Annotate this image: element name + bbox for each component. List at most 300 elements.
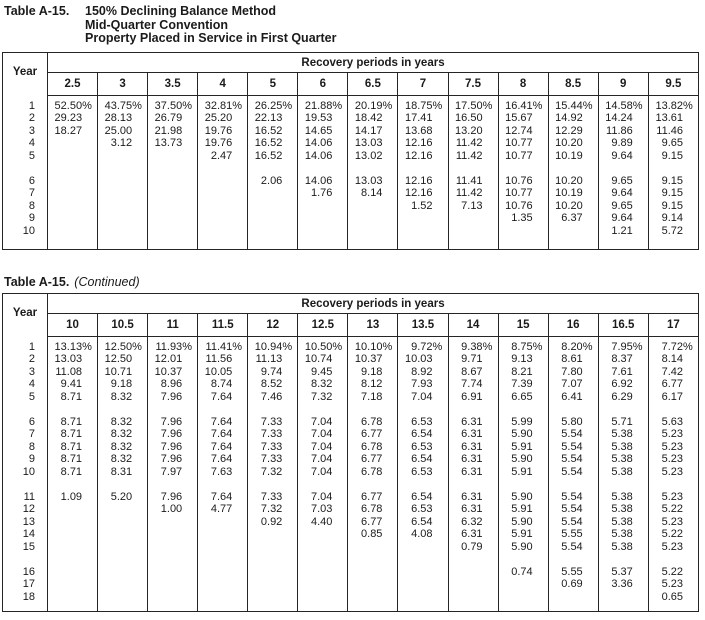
rate-cell: 9.65	[648, 137, 698, 150]
rate-cell	[298, 200, 348, 213]
rate-cell: 7.64	[198, 441, 248, 454]
rate-cell: 11.86	[598, 125, 648, 138]
table-row	[3, 378, 699, 391]
rate-cell: 5.72	[648, 225, 698, 238]
year-cell: 2	[28, 112, 35, 124]
rate-cell	[548, 591, 598, 604]
rate-cell: 3.36	[598, 578, 648, 591]
rate-cell: 14.06	[298, 137, 348, 150]
rate-cell: 14.17	[348, 125, 398, 138]
rate-cell: 10.19	[548, 187, 598, 200]
rate-cell: 9.15	[648, 175, 698, 188]
rate-cell	[198, 578, 248, 591]
rate-cell: 5.55	[548, 528, 598, 541]
rate-cell: 6.31	[448, 428, 498, 441]
rate-cell	[48, 212, 98, 225]
rate-cell: 8.52	[248, 378, 298, 391]
rate-cell	[48, 578, 98, 591]
rate-cell: 19.76	[198, 125, 248, 138]
rate-cell: 6.54	[398, 516, 448, 529]
rate-cell: 5.38	[598, 466, 648, 479]
rate-cell: 7.63	[198, 466, 248, 479]
rate-cell: 0.69	[548, 578, 598, 591]
padding-row	[3, 603, 699, 611]
rate-cell: 7.04	[298, 453, 348, 466]
rate-cell	[398, 541, 448, 554]
rate-cell	[148, 541, 198, 554]
rate-cell: 5.38	[598, 541, 648, 554]
year-cell: 13	[22, 515, 35, 528]
rate-cell: 26.79	[148, 112, 198, 125]
rate-cell	[148, 212, 198, 225]
rate-cell: 19.53	[298, 112, 348, 125]
rate-cell-percent: 8.75%	[498, 341, 548, 354]
rate-cell	[98, 200, 148, 213]
recovery-period-column-header: 13.5	[398, 314, 448, 337]
rate-cell: 0.74	[498, 566, 548, 579]
rate-cell: 16.52	[248, 150, 298, 163]
rate-cell: 7.18	[348, 391, 398, 404]
recovery-period-column-header: 8	[498, 73, 548, 96]
rate-cell: 5.23	[648, 516, 698, 529]
rate-cell	[298, 578, 348, 591]
rate-cell: 1.21	[598, 225, 648, 238]
rate-cell: 8.61	[548, 353, 598, 366]
recovery-period-column-header: 9.5	[648, 73, 698, 96]
rate-cell	[548, 225, 598, 238]
rate-cell	[148, 200, 198, 213]
rate-cell	[248, 225, 298, 238]
rate-cell: 7.33	[248, 441, 298, 454]
rate-cell: 6.54	[398, 453, 448, 466]
rate-cell: 6.41	[548, 391, 598, 404]
table2-continued-label: (Continued)	[74, 275, 140, 289]
rate-cell: 11.46	[648, 125, 698, 138]
rate-cell-percent: 7.72%	[648, 341, 698, 354]
rate-cell: 5.23	[648, 541, 698, 554]
rate-cell: 11.08	[48, 366, 98, 379]
rate-cell: 5.38	[598, 453, 648, 466]
rate-cell	[448, 578, 498, 591]
table-row	[3, 125, 699, 138]
year-cell: 1	[28, 99, 35, 112]
rate-cell-percent: 13.82%	[648, 100, 698, 113]
rate-cell: 5.54	[548, 441, 598, 454]
rate-cell-percent: 43.75%	[98, 100, 148, 113]
year-cell: 6	[28, 415, 35, 428]
rate-cell	[398, 212, 448, 225]
recovery-period-column-header: 10	[48, 314, 98, 337]
depreciation-table-continued	[2, 293, 699, 612]
rate-cell	[98, 225, 148, 238]
rate-cell: 0.65	[648, 591, 698, 604]
rate-cell	[498, 578, 548, 591]
rate-cell: 5.55	[548, 566, 598, 579]
rate-cell: 6.53	[398, 441, 448, 454]
rate-cell: 7.64	[198, 453, 248, 466]
rate-cell: 14.92	[548, 112, 598, 125]
rate-cell: 12.16	[398, 175, 448, 188]
year-cell: 3	[28, 124, 35, 137]
table-row	[3, 516, 699, 529]
rate-cell: 9.71	[448, 353, 498, 366]
rate-cell: 0.79	[448, 541, 498, 554]
rate-cell: 10.77	[498, 137, 548, 150]
rate-cell	[448, 566, 498, 579]
rate-cell: 5.23	[648, 428, 698, 441]
rate-cell: 1.35	[498, 212, 548, 225]
rate-cell: 6.77	[348, 491, 398, 504]
rate-cell-percent: 21.88%	[298, 100, 348, 113]
year-cell: 12	[22, 503, 35, 515]
table2-title-block	[4, 275, 140, 289]
rate-cell: 10.77	[498, 187, 548, 200]
year-cell: 1	[28, 340, 35, 353]
rate-cell: 5.38	[598, 441, 648, 454]
rate-cell: 18.27	[48, 125, 98, 138]
rate-cell: 6.31	[448, 441, 498, 454]
year-cell: 9	[28, 212, 35, 224]
rate-cell-percent: 18.75%	[398, 100, 448, 113]
rate-cell	[348, 566, 398, 579]
table-row	[3, 353, 699, 366]
rate-cell	[198, 566, 248, 579]
rate-cell: 7.96	[148, 441, 198, 454]
table-row	[3, 175, 699, 188]
rate-cell: 16.52	[248, 137, 298, 150]
year-cell: 16	[22, 565, 35, 578]
rate-cell	[98, 528, 148, 541]
rate-cell-percent: 32.81%	[198, 100, 248, 113]
rate-cell: 13.68	[398, 125, 448, 138]
rate-cell	[148, 591, 198, 604]
rate-cell: 7.96	[148, 453, 198, 466]
table-row	[3, 453, 699, 466]
rate-cell: 8.71	[48, 416, 98, 429]
rate-cell	[148, 516, 198, 529]
rate-cell: 16.50	[448, 112, 498, 125]
rate-cell-percent: 8.20%	[548, 341, 598, 354]
year-cell: 17	[22, 578, 35, 590]
rate-cell: 9.89	[598, 137, 648, 150]
rate-cell: 7.64	[198, 416, 248, 429]
rate-cell: 7.07	[548, 378, 598, 391]
rate-cell: 7.32	[298, 391, 348, 404]
rate-cell: 5.71	[598, 416, 648, 429]
table1-title-line-3: Property Placed in Service in First Quarter	[85, 31, 337, 45]
rate-cell	[148, 175, 198, 188]
rate-cell: 6.77	[648, 378, 698, 391]
rate-cell: 5.54	[548, 516, 598, 529]
recovery-period-column-header: 7.5	[448, 73, 498, 96]
year-cell: 15	[22, 540, 35, 553]
table-row	[3, 503, 699, 516]
rate-cell: 14.65	[298, 125, 348, 138]
year-cell: 8	[28, 440, 35, 453]
table-row	[3, 137, 699, 150]
rate-cell: 6.92	[598, 378, 648, 391]
rate-cell	[298, 528, 348, 541]
rate-cell: 7.32	[248, 466, 298, 479]
rate-cell: 7.64	[198, 391, 248, 404]
recovery-period-column-header: 8.5	[548, 73, 598, 96]
rate-cell	[198, 225, 248, 238]
rate-cell	[348, 225, 398, 238]
rate-cell: 9.74	[248, 366, 298, 379]
rate-cell: 6.29	[598, 391, 648, 404]
rate-cell	[198, 528, 248, 541]
rate-cell	[48, 591, 98, 604]
rate-cell: 7.32	[248, 503, 298, 516]
rate-cell: 5.91	[498, 503, 548, 516]
rate-cell	[348, 578, 398, 591]
year-cell: 7	[28, 187, 35, 199]
rate-cell: 5.80	[548, 416, 598, 429]
rate-cell	[498, 591, 548, 604]
rate-cell: 6.31	[448, 453, 498, 466]
table-row	[3, 150, 699, 163]
rate-cell	[448, 225, 498, 238]
rate-cell: 10.71	[98, 366, 148, 379]
rate-cell: 5.23	[648, 491, 698, 504]
year-cell: 9	[28, 453, 35, 465]
table1-title-line-1: 150% Declining Balance Method	[85, 4, 277, 18]
rate-cell: 7.39	[498, 378, 548, 391]
rate-cell: 10.20	[548, 137, 598, 150]
rate-cell: 15.67	[498, 112, 548, 125]
year-cell: 4	[28, 378, 35, 390]
rate-cell	[348, 212, 398, 225]
table-row	[3, 541, 699, 554]
year-column-header: Year	[3, 294, 48, 337]
rate-cell: 7.96	[148, 428, 198, 441]
recovery-period-column-header: 9	[598, 73, 648, 96]
rate-cell: 7.03	[298, 503, 348, 516]
rate-cell: 5.22	[648, 503, 698, 516]
spacer-row	[3, 162, 699, 175]
rate-cell	[148, 578, 198, 591]
rate-cell: 10.74	[298, 353, 348, 366]
rate-cell: 8.31	[98, 466, 148, 479]
rate-cell	[98, 541, 148, 554]
rate-cell: 13.03	[348, 175, 398, 188]
recovery-period-column-header: 15	[498, 314, 548, 337]
year-cell: 10	[22, 224, 35, 237]
rate-cell: 22.13	[248, 112, 298, 125]
rate-cell: 1.00	[148, 503, 198, 516]
rate-cell: 5.90	[498, 453, 548, 466]
rate-cell: 5.38	[598, 503, 648, 516]
rate-cell: 5.54	[548, 428, 598, 441]
rate-cell	[48, 137, 98, 150]
rate-cell: 5.23	[648, 466, 698, 479]
rate-cell: 5.91	[498, 466, 548, 479]
recovery-period-column-header: 5	[248, 73, 298, 96]
rate-cell: 7.61	[598, 366, 648, 379]
rate-cell	[48, 200, 98, 213]
rate-cell	[248, 566, 298, 579]
rate-cell: 11.41	[448, 175, 498, 188]
rate-cell: 7.64	[198, 428, 248, 441]
rate-cell	[148, 150, 198, 163]
rate-cell	[148, 225, 198, 238]
rate-cell: 7.97	[148, 466, 198, 479]
rate-cell: 6.17	[648, 391, 698, 404]
rate-cell: 7.80	[548, 366, 598, 379]
rate-cell: 18.42	[348, 112, 398, 125]
year-cell: 2	[28, 353, 35, 365]
rate-cell: 7.33	[248, 428, 298, 441]
rate-cell: 6.53	[398, 503, 448, 516]
rate-cell	[448, 591, 498, 604]
rate-cell	[48, 150, 98, 163]
rate-cell: 6.53	[398, 416, 448, 429]
rate-cell: 12.16	[398, 187, 448, 200]
rate-cell: 7.96	[148, 416, 198, 429]
rate-cell: 7.04	[298, 441, 348, 454]
rate-cell	[398, 591, 448, 604]
rate-cell	[198, 516, 248, 529]
rate-cell: 8.32	[98, 453, 148, 466]
rate-cell	[48, 516, 98, 529]
recovery-period-column-header: 4	[198, 73, 248, 96]
spacer-row	[3, 478, 699, 491]
rate-cell: 7.13	[448, 200, 498, 213]
rate-cell: 14.06	[298, 150, 348, 163]
rate-cell: 5.54	[548, 503, 598, 516]
rate-cell: 9.64	[598, 212, 648, 225]
year-cell: 10	[22, 465, 35, 478]
rate-cell: 5.22	[648, 528, 698, 541]
rate-cell: 2.47	[198, 150, 248, 163]
recovery-period-column-header: 6.5	[348, 73, 398, 96]
rate-cell: 8.67	[448, 366, 498, 379]
spacer-row	[3, 553, 699, 566]
table-row	[3, 491, 699, 504]
rate-cell: 8.71	[48, 428, 98, 441]
rate-cell: 12.16	[398, 150, 448, 163]
rate-cell: 10.37	[348, 353, 398, 366]
table-row	[3, 591, 699, 604]
rate-cell: 6.77	[348, 428, 398, 441]
rate-cell	[48, 187, 98, 200]
recovery-period-column-header: 12	[248, 314, 298, 337]
table-row	[3, 441, 699, 454]
table-row	[3, 428, 699, 441]
rate-cell: 9.13	[498, 353, 548, 366]
rate-cell: 3.12	[98, 137, 148, 150]
rate-cell: 8.37	[598, 353, 648, 366]
rate-cell: 5.23	[648, 441, 698, 454]
table-row	[3, 566, 699, 579]
rate-cell: 5.54	[548, 453, 598, 466]
rate-cell: 8.71	[48, 391, 98, 404]
rate-cell: 9.41	[48, 378, 98, 391]
recovery-period-column-header: 17	[648, 314, 698, 337]
rate-cell: 13.02	[348, 150, 398, 163]
rate-cell-percent: 20.19%	[348, 100, 398, 113]
rate-cell: 5.38	[598, 516, 648, 529]
rate-cell	[48, 541, 98, 554]
rate-cell-percent: 9.38%	[448, 341, 498, 354]
rate-cell: 13.61	[648, 112, 698, 125]
rate-cell-percent: 11.41%	[198, 341, 248, 354]
recovery-period-column-header: 3.5	[148, 73, 198, 96]
rate-cell: 7.74	[448, 378, 498, 391]
rate-cell: 5.38	[598, 428, 648, 441]
rate-cell	[298, 212, 348, 225]
rate-cell: 6.53	[398, 466, 448, 479]
recovery-period-column-header: 11	[148, 314, 198, 337]
rate-cell: 12.01	[148, 353, 198, 366]
rate-cell: 6.54	[398, 428, 448, 441]
rate-cell: 7.46	[248, 391, 298, 404]
rate-cell: 10.37	[148, 366, 198, 379]
rate-cell-percent: 14.58%	[598, 100, 648, 113]
year-cell: 8	[28, 199, 35, 212]
rate-cell	[348, 541, 398, 554]
recovery-period-column-header: 2.5	[48, 73, 98, 96]
rate-cell: 10.20	[548, 175, 598, 188]
rate-cell: 7.04	[298, 491, 348, 504]
rate-cell: 10.03	[398, 353, 448, 366]
table1-label: Table A-15.	[4, 4, 70, 18]
rate-cell: 17.41	[398, 112, 448, 125]
rate-cell: 7.93	[398, 378, 448, 391]
rate-cell: 8.32	[98, 391, 148, 404]
rate-cell	[98, 516, 148, 529]
rate-cell: 9.64	[598, 150, 648, 163]
rate-cell-percent: 11.93%	[148, 341, 198, 354]
rate-cell: 7.64	[198, 491, 248, 504]
table-row	[3, 341, 699, 354]
rate-cell: 5.54	[548, 541, 598, 554]
rate-cell: 8.74	[198, 378, 248, 391]
rate-cell: 10.76	[498, 175, 548, 188]
table-row	[3, 578, 699, 591]
rate-cell: 12.50	[98, 353, 148, 366]
rate-cell: 6.31	[448, 528, 498, 541]
rate-cell: 6.31	[448, 416, 498, 429]
rate-cell: 6.77	[348, 453, 398, 466]
rate-cell: 5.38	[598, 491, 648, 504]
rate-cell: 6.31	[448, 466, 498, 479]
rate-cell: 11.13	[248, 353, 298, 366]
rate-cell: 5.37	[598, 566, 648, 579]
recovery-period-column-header: 12.5	[298, 314, 348, 337]
year-cell: 18	[22, 590, 35, 603]
rate-cell	[348, 591, 398, 604]
rate-cell	[198, 200, 248, 213]
rate-cell	[248, 578, 298, 591]
rate-cell	[398, 225, 448, 238]
rate-cell	[248, 200, 298, 213]
rate-cell: 12.16	[398, 137, 448, 150]
rate-cell: 6.31	[448, 503, 498, 516]
rate-cell: 5.90	[498, 491, 548, 504]
rate-cell	[298, 591, 348, 604]
rate-cell: 8.32	[298, 378, 348, 391]
rate-cell	[598, 591, 648, 604]
rate-cell: 9.18	[98, 378, 148, 391]
rate-cell	[248, 591, 298, 604]
rate-cell: 8.12	[348, 378, 398, 391]
rate-cell: 11.42	[448, 150, 498, 163]
rate-cell: 8.32	[98, 428, 148, 441]
rate-cell	[198, 591, 248, 604]
rate-cell: 5.90	[498, 516, 548, 529]
rate-cell	[348, 200, 398, 213]
